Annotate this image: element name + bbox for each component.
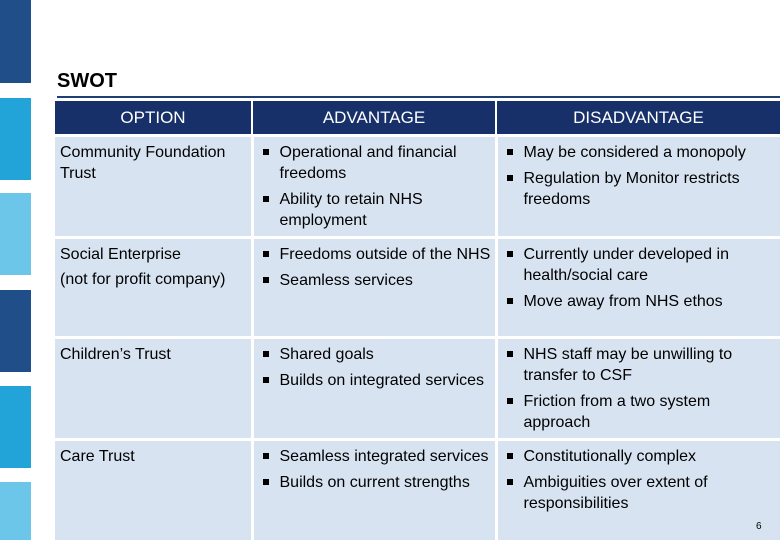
disadvantage-cell — [496, 136, 780, 238]
disadvantage-item: May be considered a monopoly — [503, 142, 777, 163]
disadvantage-item: Currently under developed in health/social care — [503, 244, 777, 286]
header-disadvantage: DISADVANTAGE — [496, 101, 780, 136]
advantage-item: Builds on current strengths — [259, 472, 491, 493]
disadvantage-item: Regulation by Monitor restricts freedoms — [503, 168, 777, 210]
disadvantage-cell — [496, 440, 780, 540]
option-text: (not for profit company) — [60, 271, 226, 288]
advantage-cell — [252, 136, 496, 238]
table-header-row — [55, 101, 780, 136]
title-divider — [57, 96, 780, 98]
disadvantage-cell — [496, 338, 780, 440]
header-option: OPTION — [55, 101, 252, 136]
option-cell — [55, 136, 252, 238]
option-text: Care Trust — [60, 448, 135, 465]
table-row — [55, 440, 780, 540]
option-text: Social Enterprise — [60, 246, 181, 263]
table-row — [55, 238, 780, 338]
advantage-cell — [252, 338, 496, 440]
slide-title: SWOT — [57, 70, 117, 92]
swot-table — [55, 101, 780, 540]
sidebar-block — [0, 193, 31, 275]
header-advantage: ADVANTAGE — [252, 101, 496, 136]
advantage-item: Operational and financial freedoms — [259, 142, 491, 184]
option-cell — [55, 338, 252, 440]
advantage-item: Shared goals — [259, 344, 491, 365]
table-row — [55, 338, 780, 440]
table-row — [55, 136, 780, 238]
option-cell — [55, 440, 252, 540]
option-cell — [55, 238, 252, 338]
sidebar-block — [0, 98, 31, 180]
slide-header — [57, 66, 780, 98]
disadvantage-item: Move away from NHS ethos — [503, 291, 777, 312]
disadvantage-item: Constitutionally complex — [503, 446, 777, 467]
advantage-cell — [252, 238, 496, 338]
sidebar-block — [0, 0, 31, 83]
advantage-item: Builds on integrated services — [259, 370, 491, 391]
sidebar-block — [0, 482, 31, 540]
option-text: Trust — [60, 165, 96, 182]
advantage-cell — [252, 440, 496, 540]
page-number: 6 — [756, 521, 762, 532]
sidebar-block — [0, 290, 31, 372]
option-text: Community Foundation — [60, 144, 226, 161]
advantage-item: Seamless services — [259, 270, 491, 291]
disadvantage-item: Ambiguities over extent of responsibilities — [503, 472, 777, 514]
option-text: Children’s Trust — [60, 346, 171, 363]
decorative-sidebar — [0, 0, 31, 540]
disadvantage-item: Friction from a two system approach — [503, 391, 777, 433]
advantage-item: Freedoms outside of the NHS — [259, 244, 491, 265]
disadvantage-cell — [496, 238, 780, 338]
sidebar-block — [0, 386, 31, 468]
disadvantage-item: NHS staff may be unwilling to transfer to CSF — [503, 344, 777, 386]
advantage-item: Seamless integrated services — [259, 446, 491, 467]
advantage-item: Ability to retain NHS employment — [259, 189, 491, 231]
